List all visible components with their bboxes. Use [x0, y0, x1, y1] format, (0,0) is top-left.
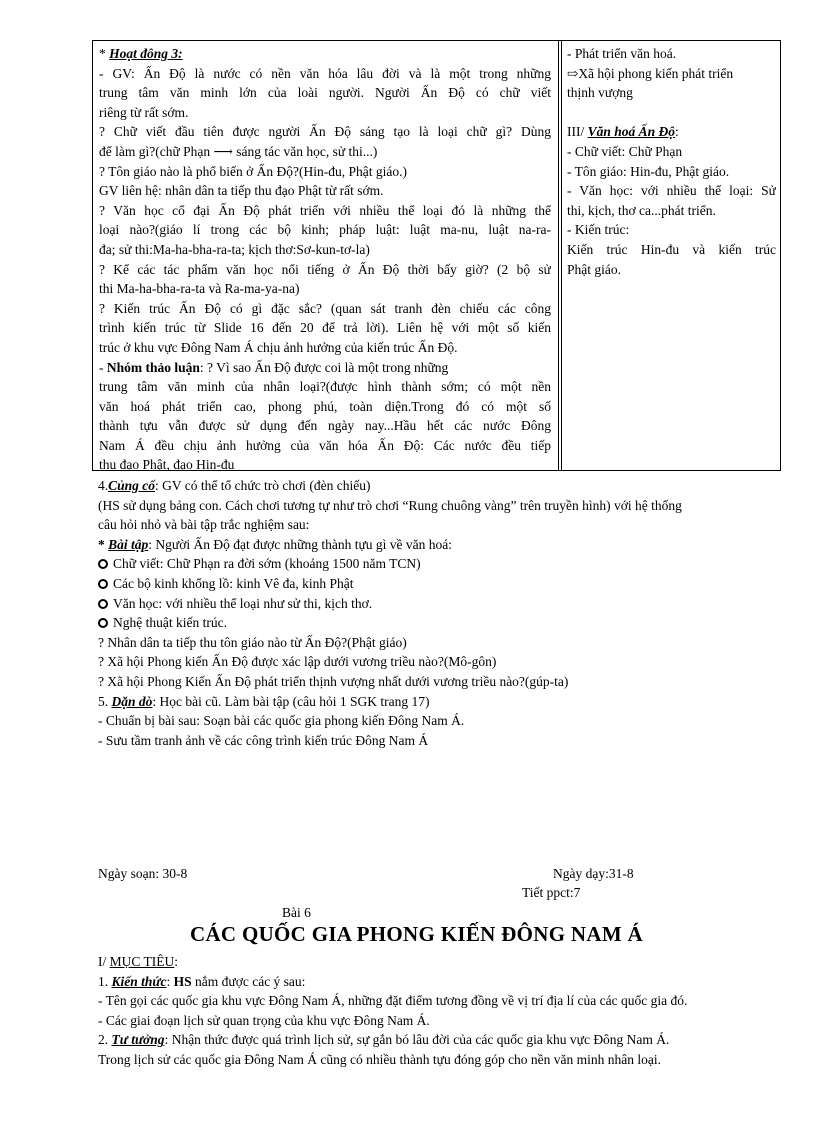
- text-line: ? Kể các tác phẩm văn học nổi tiếng ở Ấn Độ thời bấy giờ? (2 bộ sử: [99, 261, 551, 277]
- content-column: [567, 44, 776, 279]
- circle-bullet-icon: [98, 579, 108, 589]
- objectives-heading: I/ MỤC TIÊU:: [98, 954, 179, 969]
- consolidate-line: 4.Củng cố: GV có thể tổ chức trò chơi (đèn chiếu): [98, 478, 371, 493]
- text-line: - Kiến trúc:: [567, 222, 630, 238]
- circle-bullet-icon: [98, 559, 108, 569]
- lesson-table: [92, 40, 781, 471]
- text-line: văn hoá phát triển cao, phong phú, toàn diện.Trong đó có một số: [99, 398, 551, 414]
- consolidation-section: [98, 476, 798, 750]
- question-line: ? Xã hội Phong Kiến Ấn Độ phát triển thịnh vượng nhất dưới vương triều nào?(gúp-ta): [98, 673, 569, 689]
- attitude-line: 2. Tư tưởng: Nhận thức được quá trình lịch sử, sự gắn bó lâu đời của các quốc gia khu vực Đông Nam Á.: [98, 1032, 670, 1048]
- text-line: trung tâm văn minh của nhân loại?(được hình thành sớm; có một nền: [99, 379, 551, 395]
- text-line: trình kiến trúc từ Slide 16 đến 20 để trả lời). Liên hệ với một số kiến: [99, 320, 551, 336]
- text-line: trung tâm văn minh lớn của loài người. Người Ấn Độ có chữ viết: [99, 85, 551, 101]
- text-line: - Phát triển văn hoá.: [567, 46, 677, 61]
- text-line: - Sưu tầm tranh ảnh về các công trình kiến trúc Đông Nam Á: [98, 732, 429, 748]
- conclusion-line: ⇨Xã hội phong kiến phát triển: [567, 65, 734, 81]
- activity-heading: * Hoạt đông 3:: [99, 46, 183, 61]
- knowledge-label: Kiến thức: [111, 973, 167, 989]
- prep-date: Ngày soạn: 30-8: [98, 866, 188, 881]
- text-line: - Tên gọi các quốc gia khu vực Đông Nam Á, những đặt điểm tương đồng về vị trí địa lí của các quốc gia đó.: [98, 993, 688, 1009]
- text-line: Trong lịch sử các quốc gia Đông Nam Á cũng có nhiều thành tựu đóng góp cho nền văn minh nhân loại.: [98, 1051, 662, 1067]
- text-line: thi, kịch, thơ ca...phát triển.: [567, 202, 716, 218]
- homework-label: Dặn dò: [111, 693, 153, 709]
- text-line: - Chuẩn bị bài sau: Soạn bài các quốc gia phong kiến Đông Nam Á.: [98, 713, 465, 729]
- question-line: ? Nhân dân ta tiếp thu tôn giáo nào từ Ấn Độ?(Phật giáo): [98, 634, 407, 650]
- text-line: - Chữ viết: Chữ Phạn: [567, 143, 683, 159]
- text-line: để làm gì?(chữ Phạn ⟶ sáng tác văn học, sử thi...): [99, 143, 378, 159]
- circle-bullet-icon: [98, 618, 108, 628]
- period-number: Tiết ppct:7: [522, 885, 581, 900]
- text-line: thịnh vượng: [567, 85, 633, 101]
- text-line: ? Tôn giáo nào là phổ biến ở Ấn Độ?(Hin-đu, Phật giáo.): [99, 163, 407, 179]
- activity-title: Hoạt đông 3:: [109, 46, 183, 61]
- column-divider-double: [561, 41, 562, 470]
- section-title: Văn hoá Ấn Độ: [587, 124, 676, 140]
- exercise-line: * Bài tập: Người Ấn Độ đạt được những thành tựu gì về văn hoá:: [98, 536, 453, 552]
- text-line: thi Ma-ha-bha-ra-ta và Ra-ma-ya-na): [99, 281, 300, 297]
- option-item: Nghệ thuật kiến trúc.: [98, 613, 798, 633]
- text-line: ? Kiến trúc Ấn Độ có gì đặc sắc? (quan sát tranh đèn chiếu các công: [99, 300, 551, 316]
- objectives-section: [98, 952, 800, 1070]
- consolidate-label: Củng cố: [108, 478, 156, 493]
- exercise-label: Bài tập: [108, 536, 149, 552]
- option-item: Văn học: với nhiều thể loại như sử thi, kịch thơ.: [98, 594, 798, 614]
- attitude-label: Tư tưởng: [111, 1032, 165, 1048]
- text-line: câu hỏi nhỏ và bài tập trắc nghiệm sau:: [98, 517, 310, 533]
- blank-line: [567, 103, 776, 123]
- text-line: ? Chữ viết đầu tiên được người Ấn Độ sáng tạo là loại chữ gì? Dùng: [99, 124, 551, 140]
- question-line: ? Xã hội Phong kiến Ấn Độ được xác lập dưới vương triều nào?(Mô-gôn): [98, 654, 497, 670]
- text-line: Nam Á đều chịu ảnh hưởng của văn hóa Ấn Độ: Các nước đều tiếp: [99, 437, 551, 453]
- column-divider: [558, 41, 559, 470]
- text-line: thu đạo Phật, đạo Hin-đu: [99, 457, 235, 473]
- text-line: - Văn học: với nhiều thể loại: Sử: [567, 183, 776, 199]
- outline-arrow-icon: ⇨: [567, 65, 579, 81]
- text-line: - Tôn giáo: Hin-đu, Phật giáo.: [567, 163, 730, 179]
- text-line: loại nào?(giáo lí trong các bộ kinh; pháp luật: luật ma-nu, luật na-ra-: [99, 222, 551, 238]
- text-line: Phật giáo.: [567, 261, 621, 277]
- text-line: GV liên hệ: nhân dân ta tiếp thu đạo Phật từ rất sớm.: [99, 183, 384, 199]
- teacher-activity-column: [99, 44, 551, 475]
- lesson-title: CÁC QUỐC GIA PHONG KIẾN ĐÔNG NAM Á: [190, 922, 643, 946]
- homework-line: 5. Dặn dò: Học bài cũ. Làm bài tập (câu hỏi 1 SGK trang 17): [98, 693, 430, 709]
- option-item: Chữ viết: Chữ Phạn ra đời sớm (khoảng 1500 năm TCN): [98, 554, 798, 574]
- option-item: Các bộ kinh khổng lồ: kinh Vê đa, kinh Phật: [98, 574, 798, 594]
- teach-date: Ngày dạy:31-8: [553, 866, 634, 881]
- text-line: ? Văn học cổ đại Ấn Độ phát triển với nhiều thể loại đó là những thể: [99, 202, 551, 218]
- lesson-number: Bài 6: [282, 905, 311, 920]
- section-heading: III/ Văn hoá Ấn Độ:: [567, 124, 679, 140]
- text-line: trúc ở khu vực Đông Nam Á chịu ảnh hưởng của kiến trúc Ấn Độ.: [99, 339, 458, 355]
- text-line: thành tựu vẫn được sử dụng đến ngày nay...Hầu hết các nước Đông: [99, 418, 551, 434]
- group-discussion-label: Nhóm thảo luận: [106, 359, 200, 375]
- text-line: riêng từ rất sớm.: [99, 104, 189, 120]
- text-line: (HS sử dụng bảng con. Cách chơi tương tự như trò chơi “Rung chuông vàng” trên truyền hình) với hệ thống: [98, 497, 682, 513]
- objectives-title: MỤC TIÊU: [109, 954, 175, 969]
- group-discussion-line: - Nhóm thảo luận: ? Vì sao Ấn Độ được coi là một trong những: [99, 359, 449, 375]
- circle-bullet-icon: [98, 599, 108, 609]
- text-line: - GV: Ấn Độ là nước có nền văn hóa lâu đời và là một trong những: [99, 65, 551, 81]
- knowledge-line: 1. Kiến thức: HS nắm được các ý sau:: [98, 973, 306, 989]
- text-line: - Các giai đoạn lịch sử quan trọng của khu vực Đông Nam Á.: [98, 1012, 430, 1028]
- text-line: Kiến trúc Hin-đu và kiến trúc: [567, 241, 776, 257]
- text-line: đa; sử thi:Ma-ha-bha-ra-ta; kịch thơ:Sơ-kun-tơ-la): [99, 241, 370, 257]
